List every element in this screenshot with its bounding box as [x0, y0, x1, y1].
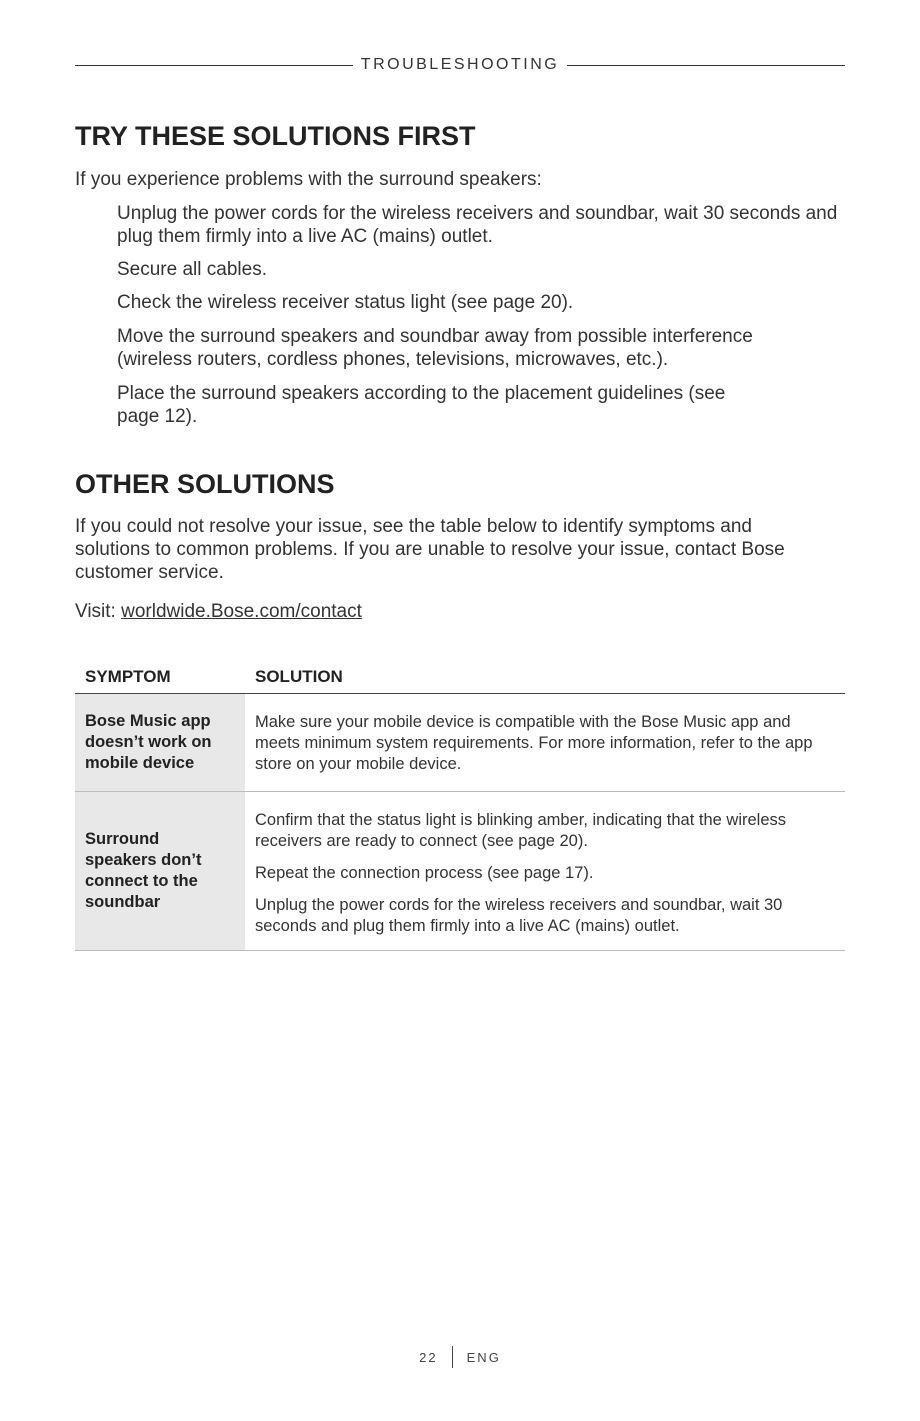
- page-number: 22: [419, 1349, 438, 1365]
- divider: [75, 65, 353, 66]
- symptom-cell: Bose Music app doesn’t work on mobile device: [75, 694, 245, 792]
- page-footer: [0, 1346, 920, 1368]
- symptom-cell: Surround speakers don’t connect to the soundbar: [75, 792, 245, 951]
- list-item: Unplug the power cords for the wireless receivers and soundbar, wait 30 seconds and plug them firmly into a live AC (mains) outlet.: [117, 203, 838, 247]
- heading-try-first: TRY THESE SOLUTIONS FIRST: [75, 121, 476, 151]
- footer-divider: [452, 1346, 453, 1368]
- solution-cell: [245, 792, 845, 951]
- troubleshooting-table: [75, 660, 845, 951]
- solution-cell: [245, 694, 845, 792]
- list-item: Check the wireless receiver status light (see page 20).: [117, 292, 574, 313]
- list-item: Place the surround speakers according to the placement guidelines (see page 12).: [117, 383, 726, 427]
- solution-text: Repeat the connection process (see page 17).: [255, 864, 594, 882]
- list-item: Secure all cables.: [117, 259, 267, 280]
- header-solution: SOLUTION: [245, 660, 845, 694]
- solution-text: Unplug the power cords for the wireless receivers and soundbar, wait 30 seconds and plug them firmly into a live AC (mains) outlet.: [255, 896, 783, 935]
- solution-text: Make sure your mobile device is compatible with the Bose Music app and meets minimum system requirements. For more information, refer to the app store on your mobile device.: [255, 713, 813, 773]
- table-row: [75, 792, 845, 951]
- section-header: [75, 56, 845, 74]
- visit-line: [75, 600, 845, 623]
- list-item: Move the surround speakers and soundbar away from possible interference (wireless routers, cordless phones, televisions, microwaves, etc.).: [117, 326, 753, 370]
- contact-link[interactable]: worldwide.Bose.com/contact: [121, 601, 362, 622]
- language-code: ENG: [466, 1349, 501, 1365]
- section-title: TROUBLESHOOTING: [360, 56, 560, 73]
- visit-label: Visit:: [75, 601, 122, 622]
- divider: [567, 65, 845, 66]
- table-header-row: [75, 660, 845, 694]
- try-first-intro: If you experience problems with the surround speakers:: [75, 169, 542, 190]
- table-row: [75, 694, 845, 792]
- other-intro: If you could not resolve your issue, see the table below to identify symptoms and solutions to common problems. If you are unable to resolve your issue, contact Bose customer service.: [75, 516, 785, 583]
- heading-other-solutions: OTHER SOLUTIONS: [75, 469, 335, 499]
- header-symptom: SYMPTOM: [75, 660, 245, 694]
- solution-text: Confirm that the status light is blinking amber, indicating that the wireless receivers are ready to connect (see page 20).: [255, 811, 787, 850]
